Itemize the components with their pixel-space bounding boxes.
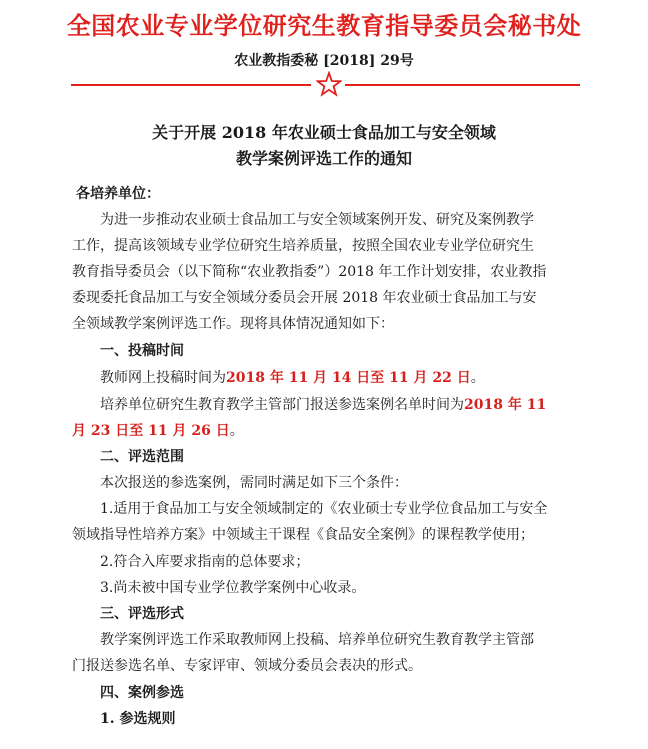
condition-1-line1: 1.适用于食品加工与安全领域制定的《农业硕士专业学位食品加工与安全 xyxy=(100,501,548,517)
section-heading-1: 一、投稿时间 xyxy=(100,343,184,359)
notice-title-line2: 教学案例评选工作的通知 xyxy=(235,149,412,168)
section4-sub1: 1. 参选规则 xyxy=(100,711,176,727)
section-heading-2: 二、评选范围 xyxy=(100,449,184,465)
condition-1-line2: 领域指导性培养方案》中领域主干课程《食品安全案例》的课程教学使用； xyxy=(72,527,534,543)
header-divider-left xyxy=(71,84,311,86)
condition-2: 2.符合入库要求指南的总体要求； xyxy=(100,554,310,570)
list-deadline-suffix: 。 xyxy=(229,423,244,439)
intro-line: 委现委托食品加工与安全领域分委员会开展 2018 年农业硕士食品加工与安 xyxy=(72,290,537,306)
header-divider-right xyxy=(345,84,580,86)
notice-title-line1: 关于开展 2018 年农业硕士食品加工与安全领域 xyxy=(152,123,496,142)
list-deadline-line-cont xyxy=(72,421,244,441)
section-heading-4: 四、案例参选 xyxy=(100,685,184,701)
list-deadline-dates-b: 月 23 日至 11 月 26 日 xyxy=(72,423,230,439)
section-heading-3: 三、评选形式 xyxy=(100,606,184,622)
submission-time-prefix: 教师网上投稿时间为 xyxy=(100,370,226,386)
salutation: 各培养单位： xyxy=(76,186,160,202)
star-icon xyxy=(316,71,342,97)
document-number: 农业教指委秘 [2018] 29号 xyxy=(234,53,414,69)
submission-dates: 2018 年 11 月 14 日至 11 月 22 日 xyxy=(226,370,471,386)
section3-line2: 门报送参选名单、专家评审、领域分委员会表决的形式。 xyxy=(72,658,422,674)
submission-time-line xyxy=(100,368,485,388)
intro-line: 为进一步推动农业硕士食品加工与安全领域案例开发、研究及案例教学 xyxy=(100,212,534,228)
condition-3: 3.尚未被中国专业学位教学案例中心收录。 xyxy=(100,580,366,596)
intro-line: 全领域教学案例评选工作。现将具体情况通知如下： xyxy=(72,316,394,332)
section3-line1: 教学案例评选工作采取教师网上投稿、培养单位研究生教育教学主管部 xyxy=(100,632,534,648)
list-deadline-line xyxy=(100,395,546,415)
list-deadline-prefix: 培养单位研究生教育教学主管部门报送参选案例名单时间为 xyxy=(100,397,464,413)
submission-time-suffix: 。 xyxy=(470,370,485,386)
list-deadline-dates-a: 2018 年 11 xyxy=(464,397,547,413)
org-title: 全国农业专业学位研究生教育指导委员会秘书处 xyxy=(66,12,582,40)
intro-line: 工作，提高该领域专业学位研究生培养质量，按照全国农业专业学位研究生 xyxy=(72,238,534,254)
section2-intro: 本次报送的参选案例，需同时满足如下三个条件： xyxy=(100,475,408,491)
intro-line: 教育指导委员会（以下简称“农业教指委”）2018 年工作计划安排，农业教指 xyxy=(72,264,547,280)
